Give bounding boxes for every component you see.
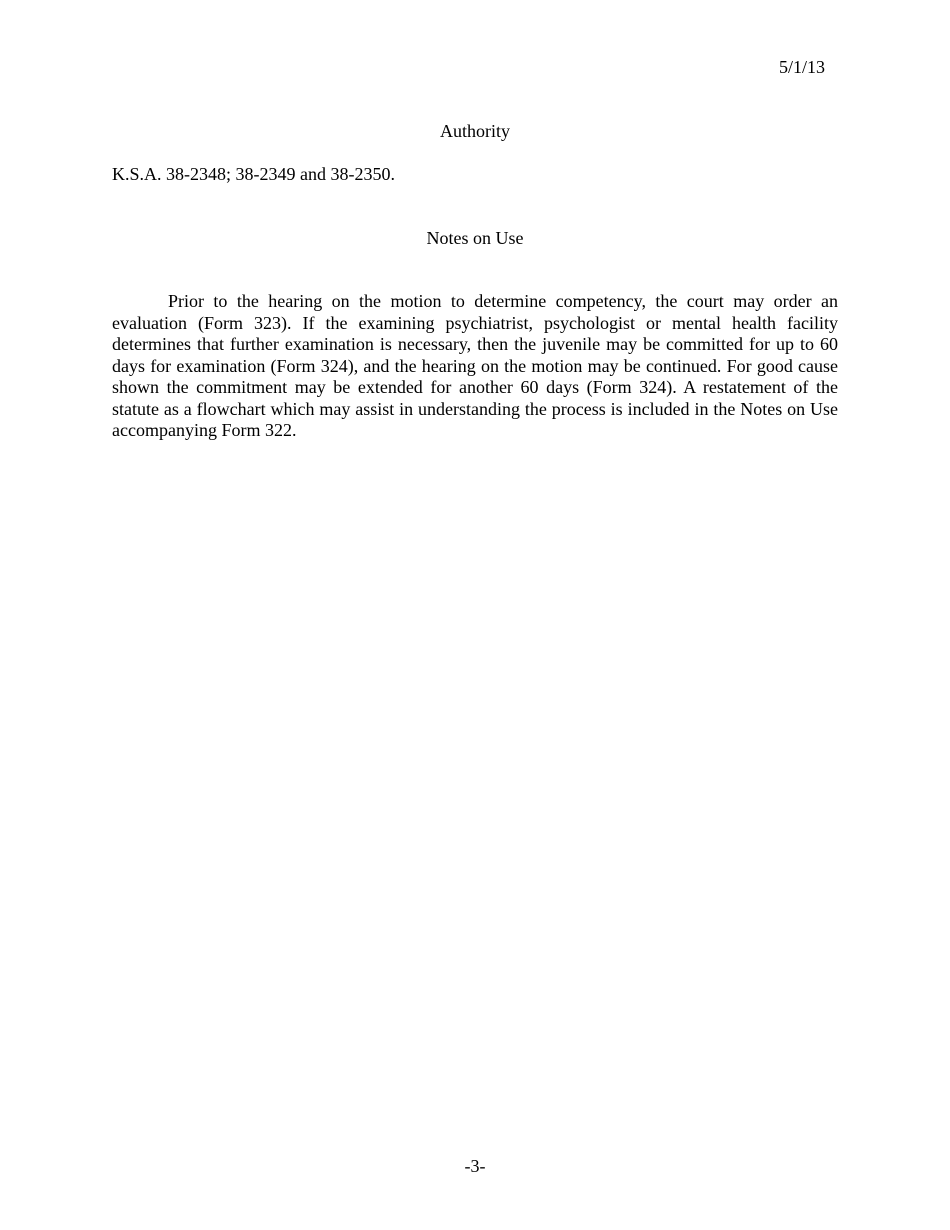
statute-citation: K.S.A. 38-2348; 38-2349 and 38-2350.: [112, 164, 395, 184]
revision-date: 5/1/13: [778, 57, 825, 77]
notes-on-use-paragraph: Prior to the hearing on the motion to determine competency, the court may order an evaluation (Form 323). If the examining psychiatrist, psychologist or mental health facility determines that further examination is necessary, then the juvenile may be committed for up to 60 days for examination (Form 324), and the hearing on the motion may be continued. For good cause shown the commitment may be extended for another 60 days (Form 324). A restatement of the statute as a flowchart which may assist in understanding the process is included in the Notes on Use accompanying Form 322.: [112, 291, 838, 440]
authority-heading: Authority: [440, 121, 510, 141]
notes-on-use-heading: Notes on Use: [426, 228, 524, 248]
page-number: -3-: [464, 1156, 486, 1176]
